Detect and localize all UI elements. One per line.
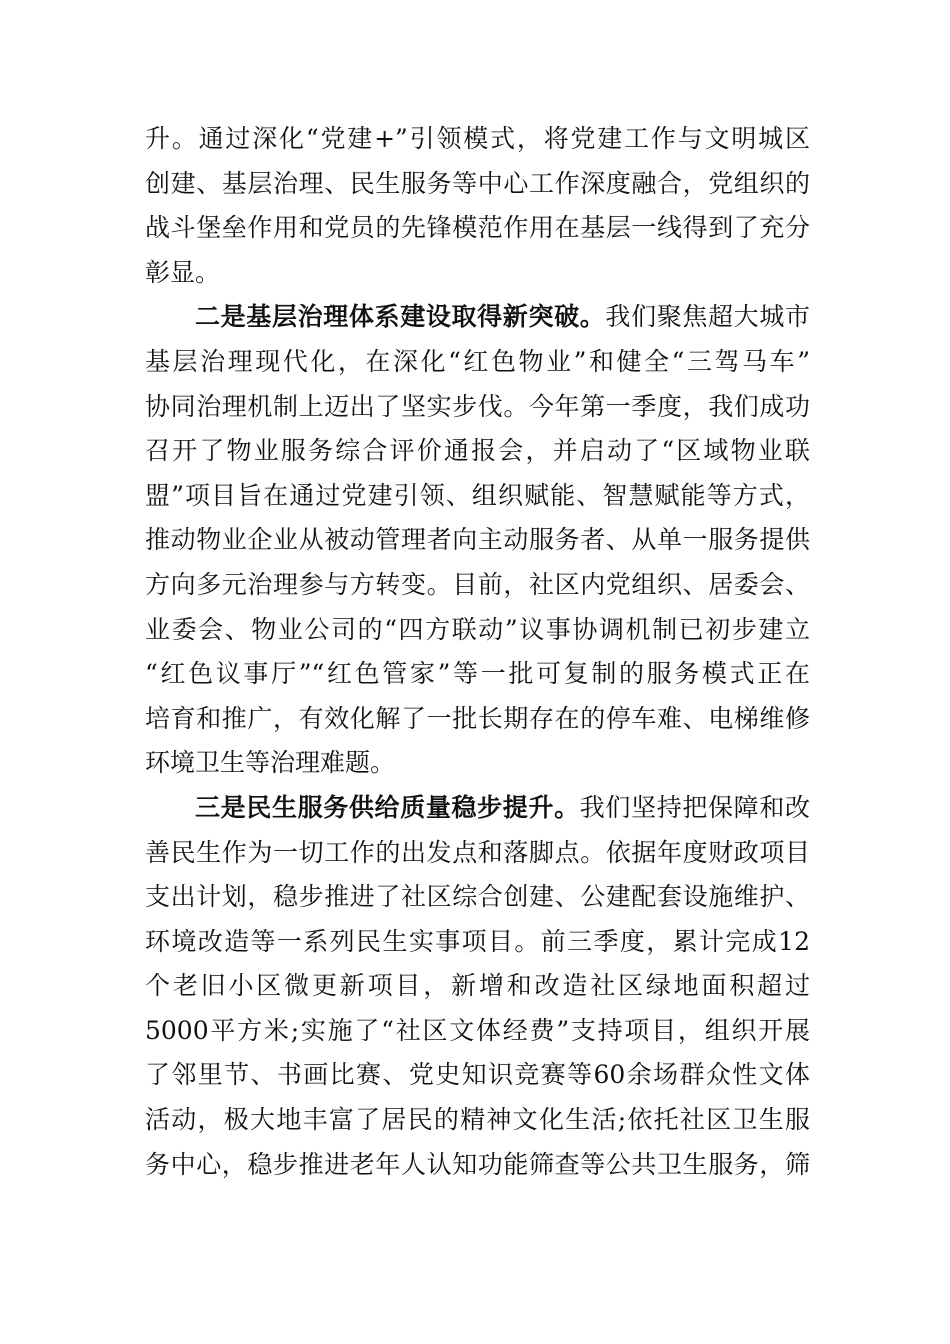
paragraph-2-line-5: 盟”项目旨在通过党建引领、组织赋能、智慧赋能等方式， bbox=[145, 480, 810, 510]
paragraph-1-line-4: 彰显。 bbox=[145, 257, 221, 287]
paragraph-2-line-4: 召开了物业服务综合评价通报会，并启动了“区域物业联 bbox=[145, 436, 810, 466]
paragraph-3-first-rest: 我们坚持把保障和改 bbox=[579, 792, 810, 822]
paragraph-3-line-1 bbox=[145, 786, 810, 831]
paragraph-2-line-1 bbox=[145, 295, 810, 340]
paragraph-1-line-3: 战斗堡垒作用和党员的先锋模范作用在基层一线得到了充分 bbox=[145, 213, 810, 243]
paragraph-2-line-8: 业委会、物业公司的“四方联动”议事协调机制已初步建立 bbox=[145, 614, 810, 644]
paragraph-2-line-11: 环境卫生等治理难题。 bbox=[145, 748, 396, 778]
paragraph-3-line-9: 务中心，稳步推进老年人认知功能筛查等公共卫生服务，筛 bbox=[145, 1149, 810, 1179]
paragraph-2-line-7: 方向多元治理参与方转变。目前，社区内党组织、居委会、 bbox=[145, 569, 810, 599]
paragraph-3-line-5: 个老旧小区微更新项目，新增和改造社区绿地面积超过 bbox=[145, 971, 810, 1001]
paragraph-3-line-2: 善民生作为一切工作的出发点和落脚点。依据年度财政项目 bbox=[145, 837, 810, 867]
paragraph-2-line-2: 基层治理现代化，在深化“红色物业”和健全“三驾马车” bbox=[145, 346, 810, 376]
paragraph-1-line-1: 升。通过深化“党建+”引领模式，将党建工作与文明城区 bbox=[145, 124, 810, 153]
paragraph-2-line-6: 推动物业企业从被动管理者向主动服务者、从单一服务提供 bbox=[145, 525, 810, 555]
paragraph-2-line-9: “红色议事厅”“红色管家”等一批可复制的服务模式正在 bbox=[145, 659, 810, 689]
paragraph-2-line-3: 协同治理机制上迈出了坚实步伐。今年第一季度，我们成功 bbox=[145, 391, 810, 421]
paragraph-3-line-7: 了邻里节、书画比赛、党史知识竞赛等60余场群众性文体 bbox=[145, 1060, 810, 1090]
paragraph-2-line-10: 培育和推广，有效化解了一批长期存在的停车难、电梯维修 bbox=[145, 703, 810, 733]
paragraph-1-line-2: 创建、基层治理、民生服务等中心工作深度融合，党组织的 bbox=[145, 168, 810, 198]
paragraph-3-line-3: 支出计划，稳步推进了社区综合创建、公建配套设施维护、 bbox=[145, 882, 810, 912]
document-body bbox=[145, 117, 810, 1187]
paragraph-3-line-8: 活动，极大地丰富了居民的精神文化生活;依托社区卫生服 bbox=[145, 1105, 810, 1135]
paragraph-3-line-6: 5000平方米;实施了“社区文体经费”支持项目，组织开展 bbox=[145, 1015, 810, 1045]
paragraph-3-line-4: 环境改造等一系列民生实事项目。前三季度，累计完成12 bbox=[145, 926, 810, 956]
paragraph-2-first-rest: 我们聚焦超大城市 bbox=[605, 302, 810, 332]
paragraph-3-heading: 三是民生服务供给质量稳步提升。 bbox=[195, 792, 580, 822]
paragraph-2-heading: 二是基层治理体系建设取得新突破。 bbox=[195, 302, 606, 332]
